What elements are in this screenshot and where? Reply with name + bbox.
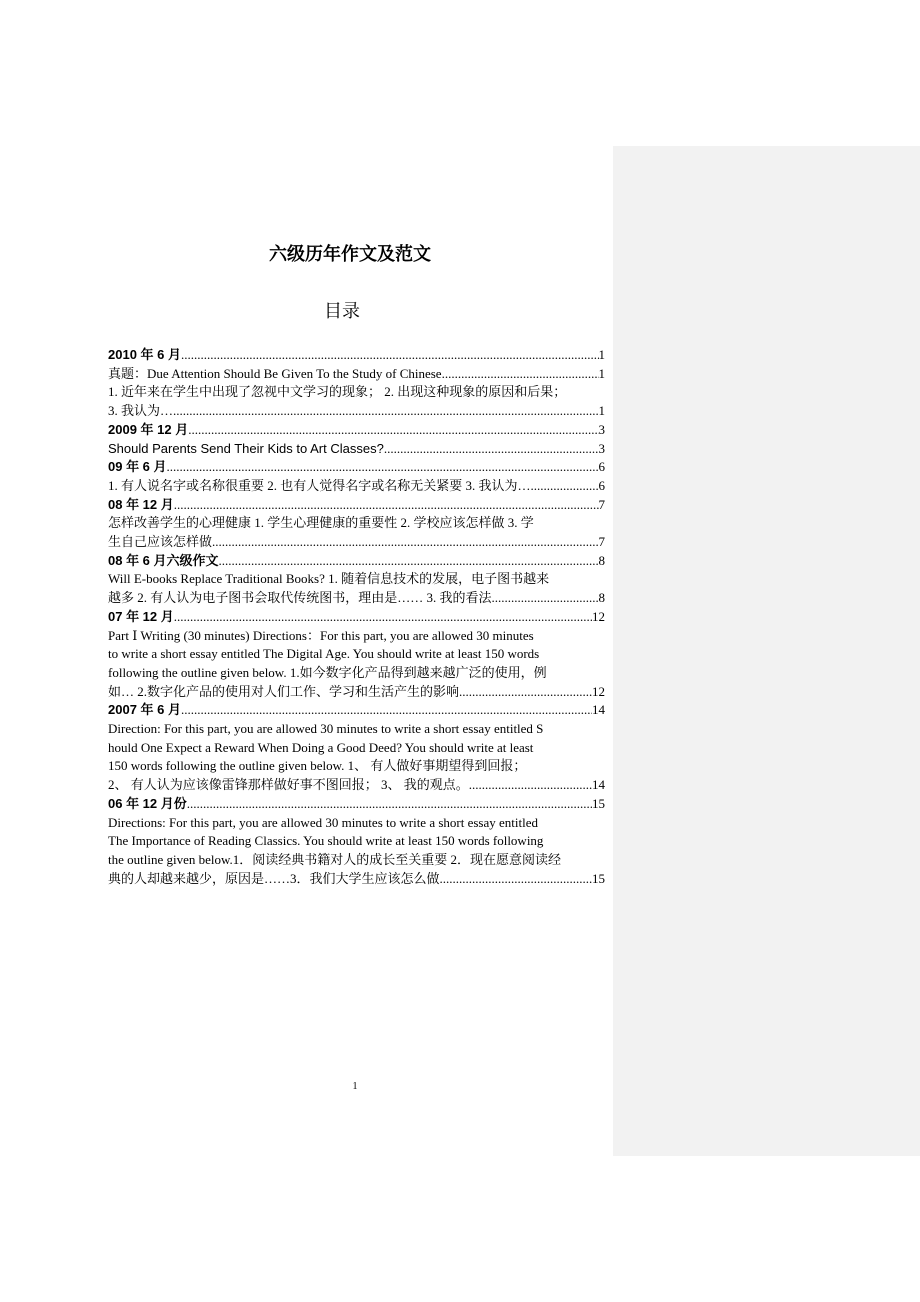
toc-text-line: 1. 近年来在学生中出现了忽视中文学习的现象； 2. 出现这种现象的原因和后果； [108,384,567,400]
toc-entry-text: 2、 有人认为应该像雷锋那样做好事不图回报； 3、 我的观点。 [108,777,469,793]
toc-entry-text: 2010 年 6 月 [108,347,181,362]
toc-leader-dots [384,440,599,459]
toc-entry-text: 生自己应该怎样做 [108,534,213,550]
toc-entry[interactable] [108,421,605,440]
toc-leader-dots [188,421,598,440]
toc-page-number: 15 [592,870,605,886]
toc-entry-text: 典的人却越来越少，原因是……3．我们大学生应该怎么做 [108,870,440,886]
toc-page-number: 7 [598,534,605,550]
toc-leader-dots [492,589,599,608]
toc-entry[interactable] [108,608,605,627]
toc-page-number: 8 [598,552,605,568]
toc-leader-dots [181,701,592,720]
toc-entry-text: 08 年 6 月六级作文 [108,552,219,568]
toc-entry[interactable] [108,683,605,702]
toc-page-number: 1 [598,403,605,419]
toc-text-line: Will E-books Replace Traditional Books? 1. 随着信息技术的发展，电子图书越来 [108,571,550,587]
toc-entry-text: 07 年 12 月 [108,608,174,624]
toc-entry-text: 真题：Due Attention Should Be Given To the Study of Chinese [108,365,442,381]
toc-text-line: to write a short essay entitled The Digital Age. You should write at least 150 words [108,646,540,662]
toc-entry[interactable] [108,870,605,889]
toc-page-number: 14 [592,702,605,718]
page-number: 1 [352,1081,358,1092]
toc-leader-dots [187,795,592,814]
toc-page-number: 14 [592,777,605,793]
toc-leader-dots [469,776,592,795]
toc-entry[interactable] [108,458,605,477]
toc-page-number: 1 [598,365,605,381]
toc-entry[interactable] [108,477,605,496]
toc-entry[interactable] [108,701,605,720]
toc-entry-text: 1. 有人说名字或名称很重要 2. 也有人觉得名字或名称无关紧要 3. 我认为… [108,477,531,493]
toc-text-line: 150 words following the outline given below. 1、 有人做好事期望得到回报； [108,758,527,774]
toc-entry-text: 08 年 12 月 [108,496,174,512]
toc-entry[interactable] [108,402,605,421]
toc-text-line: Directions: For this part, you are allowed 30 minutes to write a short essay entitled [108,814,538,830]
table-of-contents [108,346,605,888]
toc-text-line: Part Ⅰ Writing (30 minutes) Directions：For this part, you are allowed 30 minutes [108,627,534,643]
toc-page-number: 6 [598,459,605,475]
toc-page-number: 3 [598,440,605,456]
toc-leader-dots [459,683,592,702]
toc-leader-dots [167,458,599,477]
toc-text-line: Direction: For this part, you are allowed 30 minutes to write a short essay entitled S [108,721,544,737]
toc-entry-text: 3. 我认为… [108,403,174,419]
toc-entry[interactable] [108,589,605,608]
toc-page-number: 3 [598,421,605,437]
toc-entry[interactable] [108,533,605,552]
toc-leader-dots [442,365,599,384]
document-title: 六级历年作文及范文 [269,244,431,264]
toc-entry-text: Should Parents Send Their Kids to Art Classes? [108,440,384,456]
toc-leader-dots [174,496,599,515]
toc-entry[interactable] [108,496,605,515]
toc-entry-text: 越多 2. 有人认为电子图书会取代传统图书，理由是…… 3. 我的看法 [108,590,492,606]
toc-entry-text: 2007 年 6 月 [108,702,181,718]
toc-page-number: 15 [592,795,605,811]
toc-leader-dots [440,870,592,889]
toc-entry[interactable] [108,440,605,459]
toc-entry[interactable] [108,365,605,384]
toc-text-line: 怎样改善学生的心理健康 1. 学生心理健康的重要性 2. 学校应该怎样做 3. 学 [108,515,534,531]
toc-entry[interactable] [108,776,605,795]
toc-text-line: the outline given below.1．阅读经典书籍对人的成长至关重要 2．现在愿意阅读经 [108,851,562,867]
toc-leader-dots [212,533,598,552]
toc-heading: 目录 [324,301,360,321]
toc-text-line: following the outline given below. 1.如今数字化产品得到越来越广泛的使用，例 [108,664,547,680]
toc-entry[interactable] [108,795,605,814]
toc-entry-text: 2009 年 12 月 [108,421,189,437]
toc-leader-dots [173,402,598,421]
toc-page-number: 8 [598,590,605,606]
toc-entry-text: 如… 2.数字化产品的使用对人们工作、学习和生活产生的影响 [108,683,460,699]
toc-page-number: 1 [598,347,605,362]
toc-page-number: 6 [598,477,605,493]
toc-entry[interactable] [108,346,605,365]
toc-page-number: 12 [592,683,605,699]
toc-page-number: 7 [598,496,605,512]
toc-leader-dots [531,477,599,496]
toc-leader-dots [174,608,592,627]
toc-leader-dots [181,346,599,365]
toc-entry-text: 09 年 6 月 [108,459,167,475]
toc-page-number: 12 [592,608,605,624]
toc-text-line: The Importance of Reading Classics. You should write at least 150 words following [108,833,544,849]
toc-leader-dots [219,552,599,571]
toc-text-line: hould One Expect a Reward When Doing a Good Deed? You should write at least [108,739,534,755]
toc-entry[interactable] [108,552,605,571]
toc-entry-text: 06 年 12 月份 [108,795,187,811]
